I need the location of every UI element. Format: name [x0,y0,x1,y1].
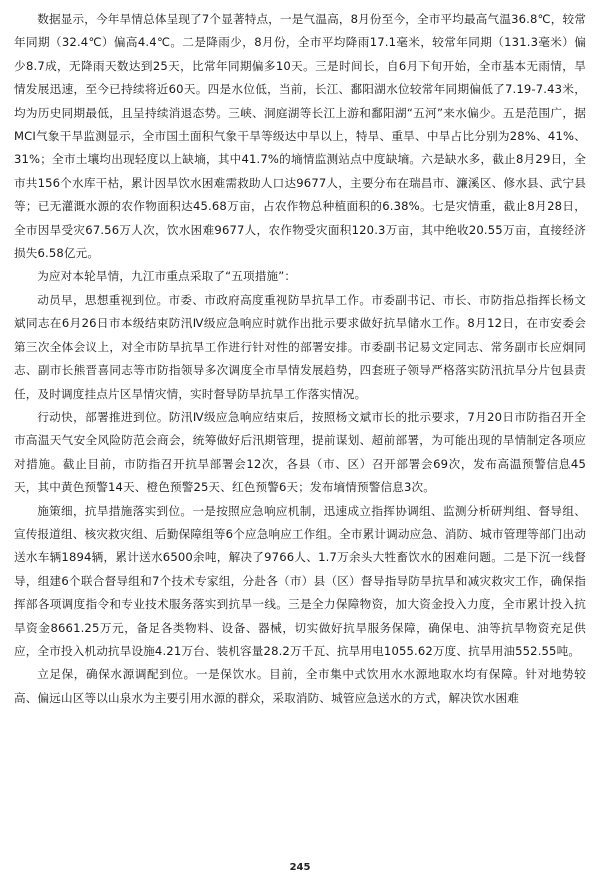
paragraph-secure-water: 立足保，确保水源调配到位。一是保饮水。目前，全市集中式饮用水水源地取水均有保障。针对地势较高、偏远山区等以山泉水为主要引用水源的群众，采取消防、城管应急送水的方式，解决饮水困难 [14,667,586,705]
paragraph-mobilize-early: 动员早，思想重视到位。市委、市政府高度重视防旱抗旱工作。市委副书记、市长、市防指总指挥长杨文斌同志在6月26日市本级结束防汛Ⅳ级应急响应时就作出批示要求做好抗旱储水工作。8月12日，在市安委会第三次全体会议上，对全市防旱抗旱工作进行针对性的部署安排。市委副书记易文定同志、常务副市长应炯同志、副市长熊晋喜同志等市防指领导多次调度全市旱情发展趋势，四套班子领导严格落实防汛抗旱分片包县责任，及时调度挂点片区旱情灾情，实时督导防旱抗旱工作落实情况。 [14,292,586,401]
paragraph-drought-data: 数据显示，今年旱情总体呈现了7个显著特点，一是气温高，8月份至今，全市平均最高气温36.8℃，较常年同期（32.4℃）偏高4.4℃。二是降雨少，8月份，全市平均降雨17.1毫米，较常年同期（131.3毫米）偏少8.7成，无降雨天数达到25天，比常年同期偏多10天。三是时间长，自6月下旬开始，全市基本无雨情，旱情发展迅速，至今已持续将近60天。四是水位低，当前，长江、鄱阳湖水位较常年同期偏低了7.19-7.43米，均为历史同期最低，且呈持续消退态势。三峡、洞庭湖等长江上游和鄱阳湖“五河”来水偏少。五是范围广，据MCI气象干旱监测显示，全市国土面积气象干旱等级达中旱以上，特旱、重旱、中旱占比分别为28%、41%、31%；全市土壤均出现轻度以上缺墒，其中41.7%的墒情监测站点中度缺墒。六是缺水多，截止8月29日，全市共156个水库干枯，累计因旱饮水困难需救助人口达9677人，主要分布在瑞昌市、濂溪区、修水县、武宁县等；已无灌溉水源的农作物面积达45.68万亩，占农作物总种植面积的6.38%。七是灾情重，截止8月28日，全市因旱受灾67.56万人次，饮水困难9677人，农作物受灾面积120.3万亩，其中绝收20.55万亩，直接经济损失6.58亿元。 [14,12,586,261]
paragraph-detailed-measures: 施策细，抗旱措施落实到位。一是按照应急响应机制，迅速成立指挥协调组、监测分析研判组、督导组、宣传报道组、核灾救灾组、后勤保障组等6个应急响应工作组。全市累计调动应急、消防、城市管理等部门出动送水车辆1894辆，累计送水6500余吨，解决了9766人、1.7万余头大牲畜饮水的困难问题。二是下沉一线督导，组建6个联合督导组和7个技术专家组，分赴各（市）县（区）督导指导防旱抗旱和减灾救灾工作，确保指挥部各项调度指令和专业技术服务落实到抗旱一线。三是全力保障物资，加大资金投入力度，全市累计投入抗旱资金8661.25万元，备足各类物料、设备、器械，切实做好抗旱服务保障，确保电、油等抗旱物资充足供应，全市投入机动抗旱设施4.21万台、装机容量28.2万千瓦、抗旱用电1055.62万度、抗旱用油552.55吨。 [14,503,586,658]
paragraph-measures-intro: 为应对本轮旱情，九江市重点采取了“五项措施”： [37,269,297,284]
paragraph-act-fast: 行动快，部署推进到位。防汛Ⅳ级应急响应结束后，按照杨文斌市长的批示要求，7月20日市防指召开全市高温天气安全风险防范会商会，统筹做好后汛期管理，提前谋划、超前部署，为可能出现的旱情制定各项应对措施。截止目前，市防指召开抗旱部署会12次，各县（市、区）召开部署会69次，发布高温预警信息45天，其中黄色预警14天、橙色预警25天、红色预警6天；发布墒情预警信息3次。 [14,409,586,495]
page-number: 245 [289,862,311,873]
